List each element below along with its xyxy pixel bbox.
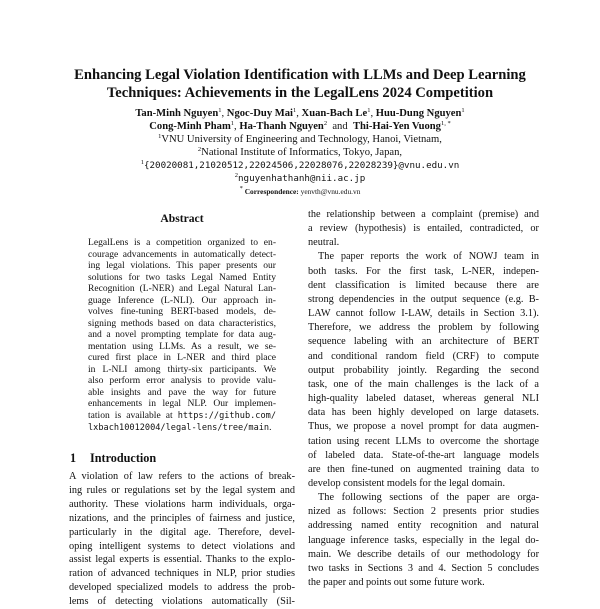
author-affil: 1: [218, 106, 222, 114]
repo-link[interactable]: https://github.com/: [177, 410, 276, 421]
text-line: able insights and pave the way for future: [88, 386, 276, 398]
text-line: in L-NLI among thirty-six participants. We: [88, 363, 276, 375]
text-line: volves fine-tuning BERT-based models, de-: [88, 306, 276, 317]
text-line: strong dependencies in the output sequence (e.g. B-: [308, 293, 539, 305]
author-affil: 1, *: [440, 119, 451, 127]
left-column-body: [69, 470, 295, 609]
affil-text: VNU University of Engineering and Technology, Hanoi, Vietnam,: [161, 133, 442, 145]
text-line: a review (hypothesis) is entailed, contradicted, or: [308, 223, 539, 235]
author-name: Ha-Thanh Nguyen: [239, 120, 324, 132]
text-line: assist legal experts is essential. Thanks to the explo-: [69, 554, 295, 566]
abstract-heading: Abstract: [160, 212, 204, 225]
author-affil: 1: [367, 106, 371, 114]
author-name: Thi-Hai-Yen Vuong: [352, 120, 441, 132]
text-line: two tasks in Sections 3 and 4. Section 5 concludes: [308, 562, 539, 574]
corr-label: Correspondence:: [244, 187, 299, 197]
text-line: high-quality labeled dataset, whereas general NLI: [308, 393, 539, 405]
text-line: lems of detecting violations automatically (Sil-: [69, 596, 295, 608]
affil-number: 1: [140, 158, 144, 166]
text-line: guage Inference (L-NLI). Our approach in-: [88, 294, 276, 306]
email-text[interactable]: {20020081,21020512,22024506,22028076,22028239}@vnu.edu.vn: [143, 159, 460, 171]
text-line: tation using recent LLMs to overcome the shortage: [308, 435, 539, 447]
paragraph: [308, 250, 539, 491]
text-line: both tasks. For the first task, L-NER, indepen-: [308, 265, 539, 277]
paper-title: [0, 66, 600, 102]
text-line: enhancements in legal NLP. Our implemen-: [88, 398, 276, 409]
author-affil: 1: [461, 106, 465, 114]
text-line: task, one of the main challenges is the lack of a: [308, 378, 539, 390]
text-line: are then fine-tuned on augmented training data to: [308, 463, 539, 475]
affiliation: [0, 146, 600, 159]
repo-link[interactable]: lxbach10012004/legal-lens/tree/main: [88, 423, 270, 433]
section-number: 1: [70, 451, 77, 465]
text-line: LegalLens is a competition organized to en-: [88, 237, 276, 248]
text-line: courage advancements in automatically detect-: [88, 248, 276, 260]
text-line: develop consistent models for the legal domain.: [308, 477, 506, 489]
text-line: signing methods based on data characteristics,: [88, 317, 276, 329]
author-affil: 1: [293, 106, 297, 114]
author-affil: 1: [230, 119, 235, 127]
section-title: Introduction: [90, 451, 157, 465]
correspondence: [0, 185, 600, 198]
title-line: Enhancing Legal Violation Identification with LLMs and Deep Learning: [74, 67, 526, 83]
text-line: particularly in the digital age. Therefore, devel-: [69, 526, 295, 538]
paragraph: [69, 470, 295, 609]
text-line: the paper and points out some future work.: [308, 577, 485, 589]
text-line: and a novel prompting template for data aug-: [88, 329, 276, 340]
email: [0, 172, 600, 185]
text-line: of labeled data. State-of-the-art language models: [308, 449, 539, 461]
text-line: cured first place in L-NER and third place: [88, 352, 276, 363]
affil-number: 2: [234, 171, 238, 179]
text-line: mentation using LLMs. As a result, we se-: [88, 340, 276, 352]
text-line: the relationship between a complaint (premise) and: [308, 209, 539, 220]
text: .: [269, 422, 272, 433]
author-name: Ngoc-Duy Mai: [226, 107, 293, 119]
and-word: and: [332, 120, 348, 132]
abstract-body: [88, 237, 276, 435]
affiliation: [0, 133, 600, 146]
corr-mark: *: [239, 185, 243, 193]
text-line: ration of advanced techniques in NLP, prior studies: [69, 568, 295, 580]
affil-number: 2: [197, 145, 202, 153]
text-line: Recognition (L-NER) and Legal Natural Lan-: [88, 283, 276, 294]
title-line: Techniques: Achievements in the LegalLens 2024 Competition: [106, 85, 494, 101]
text-line: output probability jointly. Regarding the second: [308, 364, 539, 376]
text-line: [88, 422, 276, 435]
text-line: ing rules or regulations set by the legal system and: [69, 484, 295, 496]
text-line: and conditional random field (CRF) to compute: [308, 350, 539, 362]
author-name: Xuan-Bach Le: [301, 107, 368, 119]
text-line: developed specialized models to address the prob-: [69, 582, 295, 594]
text-line: main. We describe details of our methodology for: [308, 548, 539, 560]
text-line: The following sections of the paper are orga-: [318, 492, 539, 504]
text-line: sequence labeling with an architecture of BERT: [308, 336, 539, 348]
text-line: oping intelligent systems to detect violations and: [69, 540, 295, 552]
text-line: dent classification is limited because there are: [308, 279, 539, 291]
text-line: ing legal violations. This paper presents our: [88, 260, 276, 271]
text-line: data has been highly developed on large datasets.: [308, 407, 539, 419]
authors-line-2: Cong-Minh Pham$^1$, Ha-Thanh Nguyen$^2$ and Thi-Hai-Yen Vuong$^{1, *}$: [149, 119, 451, 132]
authors-line-1: Tan-Minh Nguyen$^1$, Ngoc-Duy Mai$^1$, Xuan-Bach Le$^1$, Huu-Dung Nguyen$^1$: [135, 106, 465, 119]
text-line: LAW cannot follow I-LAW, details in Section 3.1).: [308, 308, 539, 320]
text-line: authority. These violations harm individuals, orga-: [69, 498, 295, 510]
text-line: solutions for two tasks Legal Named Entity: [88, 271, 276, 283]
text-line: nizations, and the principles of fairness and justice,: [69, 512, 295, 524]
author-name: Tan-Minh Nguyen: [135, 107, 219, 119]
author-name: Cong-Minh Pham: [149, 120, 231, 132]
text: tation is available at: [88, 409, 178, 421]
text-line: addressing named entity recognition and natural: [308, 520, 539, 532]
text-line: language inference tasks, especially in the legal do-: [308, 534, 539, 546]
text-line: The paper reports the work of NOWJ team in: [318, 251, 539, 263]
affil-number: 1: [158, 132, 162, 140]
text-line: nized as follows: Section 2 presents prior studies: [308, 506, 539, 518]
author-block: [0, 107, 600, 199]
text-line: also perform error analysis to provide valu-: [88, 375, 276, 386]
text-line: Therefore, we address the problem by following: [308, 322, 539, 334]
text-line: A violation of law refers to the actions of break-: [69, 471, 295, 482]
affil-text: National Institute of Informatics, Tokyo, Japan,: [201, 146, 403, 158]
section-heading-introduction: [70, 451, 156, 466]
email: [0, 159, 600, 172]
author-affil: 2: [323, 119, 328, 127]
corr-email[interactable]: yenvth@vnu.edu.vn: [300, 187, 361, 197]
right-column-body: [308, 208, 539, 590]
paragraph: [308, 208, 539, 250]
text-line: Thus, we propose a novel prompt for data augmen-: [308, 421, 539, 433]
paragraph: [308, 491, 539, 590]
text-line: neutral.: [308, 237, 340, 249]
text-line: [88, 410, 276, 423]
author-name: Huu-Dung Nguyen: [375, 107, 462, 119]
email-text[interactable]: nguyenhathanh@nii.ac.jp: [238, 172, 366, 184]
